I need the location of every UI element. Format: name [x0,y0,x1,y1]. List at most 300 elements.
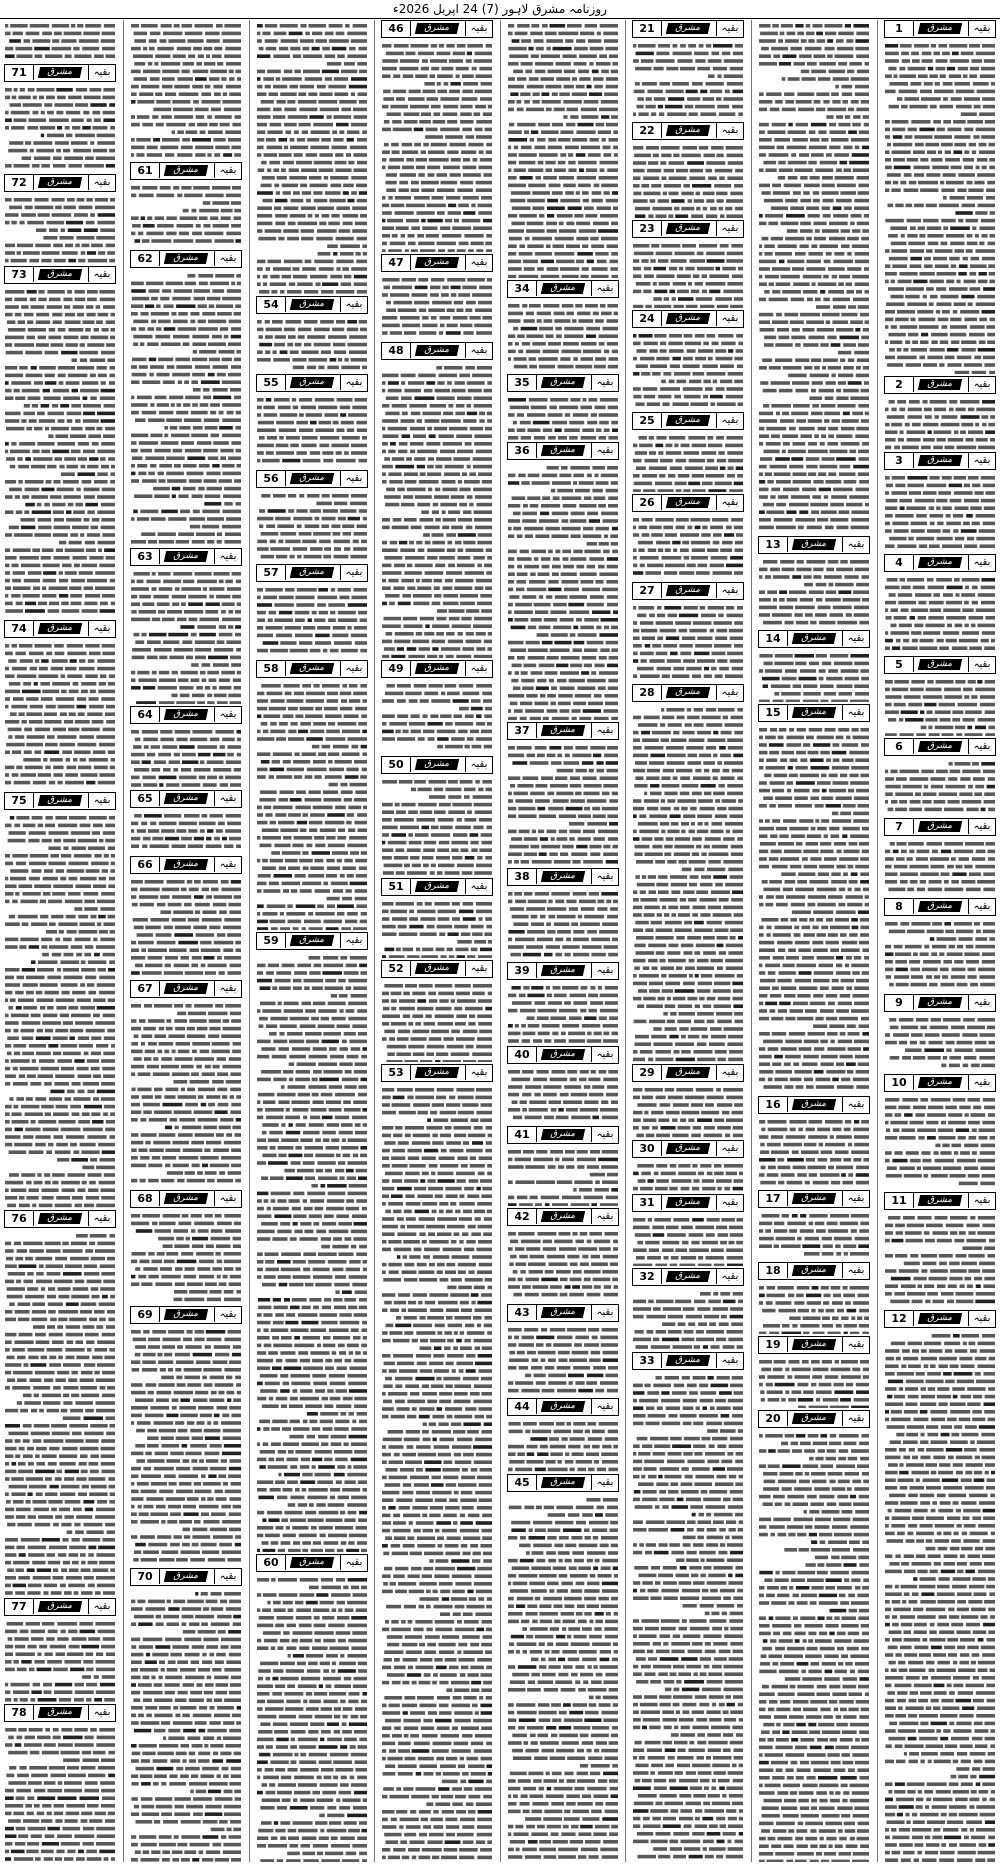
text-line [836,526,848,530]
text-line [639,1399,658,1403]
text-line [759,575,763,579]
text-line [978,968,995,972]
text-line [963,1246,983,1250]
text-line [759,267,770,271]
text-line [931,333,948,337]
text-line [832,320,848,324]
text-line [633,754,648,758]
text-line [885,491,889,495]
badge-word: بقیہ [721,313,739,324]
text-line [819,62,836,66]
text-line [767,1860,784,1862]
text-line [704,845,710,849]
text-line [859,1715,869,1719]
text-line [952,710,963,714]
text-line [885,631,888,635]
text-line [987,340,995,344]
text-line [842,1753,851,1757]
text-line [962,770,980,774]
text-line [715,636,727,640]
text-line [647,90,662,94]
text-line [786,895,805,899]
continuation-badge [632,122,744,140]
text-line [892,476,905,480]
text-line [844,206,852,210]
text-line [829,1700,837,1704]
text-line [664,571,677,575]
text-line [700,90,707,94]
text-line [982,960,995,964]
text-line [718,708,735,712]
text-line [975,1357,987,1361]
text-line [885,135,890,139]
text-line [909,850,914,854]
text-line [816,1398,820,1402]
text-line [902,1098,918,1102]
text-line [649,761,664,765]
text-line [892,1159,907,1163]
text-line [781,1398,786,1402]
text-line [987,181,995,185]
text-line [668,1330,682,1334]
text-line [633,746,642,750]
text-line [781,1806,797,1810]
text-line [730,556,743,560]
article-text [630,432,746,492]
text-line [815,1518,831,1522]
text-line [771,1150,789,1154]
text-line [659,282,670,286]
badge-word: بقیہ [973,659,991,670]
text-line [896,1760,905,1764]
badge-divider [913,899,914,914]
text-line [797,560,804,564]
text-line [811,1472,826,1476]
text-line [663,1307,681,1311]
text-line [983,1623,995,1627]
text-line [862,827,869,831]
text-line [827,54,833,58]
text-line [818,1776,838,1780]
text-line [812,495,821,499]
text-line [908,537,914,541]
text-line [812,381,823,385]
text-line [939,363,944,367]
text-line [955,371,970,374]
text-line [962,800,982,804]
text-line [786,700,800,702]
text-line [978,446,995,450]
text-line [957,945,963,949]
text-line [795,1375,810,1379]
text-line [822,1252,834,1256]
text-line [794,1518,813,1522]
text-line [908,242,925,246]
text-line [935,1144,940,1148]
text-line [710,1406,715,1410]
text-line [861,389,870,393]
text-line [924,945,929,949]
text-line [898,1478,914,1482]
text-line [816,598,823,602]
text-line [926,1608,946,1612]
text-line [838,1829,843,1833]
text-line [800,199,811,203]
text-line [633,1650,645,1654]
text-line [658,890,669,894]
badge-divider [968,995,969,1010]
text-line [865,412,869,416]
article-text [756,724,872,1094]
text-line [907,578,924,582]
text-line [968,968,976,972]
text-line [862,948,869,952]
text-line [676,1558,684,1562]
text-line [836,199,852,203]
text-line [895,318,909,322]
text-line [976,930,981,934]
text-line [723,97,743,101]
text-line [822,191,839,195]
text-line [961,112,977,116]
text-line [647,1330,654,1334]
text-line [971,1064,980,1068]
text-line [700,1399,714,1403]
text-line [976,1828,995,1832]
text-line [845,1120,851,1124]
text-line [834,1533,852,1537]
text-line [826,320,831,324]
text-line [672,1391,687,1395]
text-line [769,1616,774,1620]
text-line [697,1528,705,1532]
text-line [759,1070,773,1074]
text-line [667,761,685,765]
text-line [693,1543,704,1547]
text-line [840,994,851,998]
text-line [982,44,995,48]
text-line [940,1501,951,1505]
text-line [736,1733,743,1737]
text-line [641,1475,645,1479]
text-line [910,1159,921,1163]
text-line [633,192,641,196]
badge-number: 5 [895,658,903,671]
text-line [715,1399,726,1403]
text-line [803,1316,821,1320]
text-line [830,948,839,952]
text-line [766,1383,773,1387]
text-line [768,1128,788,1132]
text-line [941,219,956,223]
text-line [690,402,708,406]
text-line [983,522,995,526]
text-line [779,336,790,340]
text-line [633,982,647,986]
text-line [857,70,869,74]
text-line [637,1241,643,1245]
text-line [953,150,962,154]
text-line [816,1229,826,1233]
text-line [710,564,724,568]
text-line [633,1452,636,1456]
text-line [649,1020,665,1024]
text-line [717,807,726,811]
text-line [833,305,846,309]
text-line [929,1349,943,1353]
text-line [809,1120,823,1124]
text-line [915,499,935,503]
text-line [763,161,776,165]
text-line [656,1330,667,1334]
text-line [972,762,979,766]
badge-divider [716,21,717,36]
text-line [645,1088,663,1092]
text-line [939,1262,947,1266]
text-line [890,1300,909,1304]
text-line [834,153,849,157]
text-line [792,1324,797,1328]
text-line [960,1744,973,1748]
text-line [651,1035,666,1039]
text-line [840,774,847,778]
text-line [717,761,722,765]
text-line [991,1532,995,1536]
text-line [864,381,869,385]
text-line [691,214,703,218]
text-line [727,1543,743,1547]
text-line [937,1284,946,1288]
text-line [782,1324,790,1328]
text-line [907,1790,915,1794]
text-line [791,495,810,499]
text-line [848,1594,855,1598]
text-line [729,629,743,633]
text-line [895,1744,903,1748]
text-line [989,1041,996,1045]
text-line [975,1547,983,1551]
text-line [825,32,836,36]
text-line [937,1600,955,1604]
text-line [671,199,684,203]
text-line [831,1040,835,1044]
text-line [849,1609,858,1613]
text-line [901,608,909,612]
text-line [712,1779,716,1783]
text-line [843,1791,849,1795]
text-line [719,1528,726,1532]
article-text [630,704,746,1062]
text-line [939,952,944,956]
text-line [714,1657,727,1661]
text-line [943,608,960,612]
text-line [863,1047,869,1051]
text-line [672,541,680,545]
text-line [708,489,726,492]
text-line [949,1782,959,1786]
text-line [633,1096,640,1100]
text-line [845,24,851,28]
text-line [844,850,860,854]
text-line [759,1375,765,1379]
text-line [913,280,927,284]
text-line [781,1586,788,1590]
text-line [985,1820,995,1824]
text-line [958,1136,966,1140]
text-line [639,974,659,978]
text-line [706,1710,720,1714]
text-line [831,1181,840,1185]
text-line [660,807,670,811]
text-line [942,1478,958,1482]
text-line [663,526,673,530]
text-line [633,731,639,735]
text-line [886,1744,892,1748]
text-line [949,408,954,412]
text-line [942,544,962,548]
text-line [959,1106,970,1110]
text-line [989,1592,995,1596]
text-line [658,997,665,1001]
text-line [787,1525,803,1529]
text-line [651,1345,670,1349]
text-line [960,310,979,314]
text-line [776,480,791,484]
text-line [969,1342,976,1346]
badge-number: 32 [639,1270,655,1283]
text-line [887,1395,892,1399]
text-line [708,357,713,361]
text-line [835,85,839,89]
text-line [885,430,898,434]
text-line [862,229,869,233]
text-line [773,1662,779,1666]
text-line [711,1345,720,1349]
text-line [885,1486,897,1490]
text-line [652,731,671,735]
text-line [776,503,786,507]
text-line [761,1654,767,1658]
text-line [853,1814,869,1818]
badge-word: بقیہ [847,1339,865,1350]
text-line [789,1586,793,1590]
text-line [730,1384,743,1388]
text-line [766,1294,785,1298]
text-line [819,677,824,681]
text-line [891,188,901,192]
text-line [820,161,838,165]
text-line [681,830,685,834]
text-line [958,1851,976,1855]
text-line [662,989,673,993]
text-line [723,716,728,720]
text-line [644,913,655,917]
text-line [684,1680,704,1684]
text-line [785,1040,802,1044]
text-line [719,1391,732,1395]
text-line [681,1050,690,1054]
text-line [807,834,822,838]
text-line [795,1837,803,1841]
text-line [975,1456,980,1460]
text-line [981,415,988,419]
text-line [855,260,869,264]
text-line [677,274,691,278]
text-line [840,1708,847,1712]
text-line [784,1654,803,1658]
text-line [935,415,939,419]
text-line [903,1357,918,1361]
text-line [943,226,948,230]
text-line [963,74,968,78]
text-line [857,176,870,180]
text-line [984,1246,995,1250]
text-line [777,328,789,332]
text-line [836,396,848,400]
text-line [769,743,784,747]
text-line [804,1040,819,1044]
text-line [950,1547,960,1551]
text-line [797,1383,808,1387]
text-line [966,1820,982,1824]
badge-number: 20 [765,1412,781,1425]
text-line [941,188,954,192]
text-line [715,1482,734,1486]
text-line [674,1726,678,1730]
text-line [889,1630,902,1634]
text-line [899,1041,907,1045]
text-line [768,130,786,134]
text-line [826,1616,832,1620]
text-line [735,169,743,173]
text-line [707,1460,719,1464]
text-line [836,389,841,393]
text-line [851,510,869,514]
text-line [824,495,828,499]
text-line [737,708,743,712]
text-line [863,1480,869,1484]
text-line [943,1372,952,1376]
text-line [698,1520,712,1524]
text-line [980,1813,995,1817]
text-line [906,1820,910,1824]
text-line [724,1164,743,1168]
text-line [786,956,799,960]
text-line [656,928,673,932]
text-line [641,184,649,188]
badge-divider [913,453,914,468]
text-line [649,526,662,530]
text-line [759,758,764,762]
text-line [861,1017,869,1021]
text-line [813,222,826,226]
text-line [987,333,995,337]
text-line [702,482,713,486]
text-line [768,971,776,975]
text-line [638,1574,656,1578]
text-line [885,1478,896,1482]
text-line [946,181,964,185]
text-line [637,105,644,109]
text-line [684,921,692,925]
text-line [686,305,698,308]
text-line [647,1391,659,1395]
text-line [982,1676,996,1680]
badge-divider [716,221,717,236]
text-line [957,1380,974,1384]
text-line [951,340,959,344]
text-line [852,244,869,248]
